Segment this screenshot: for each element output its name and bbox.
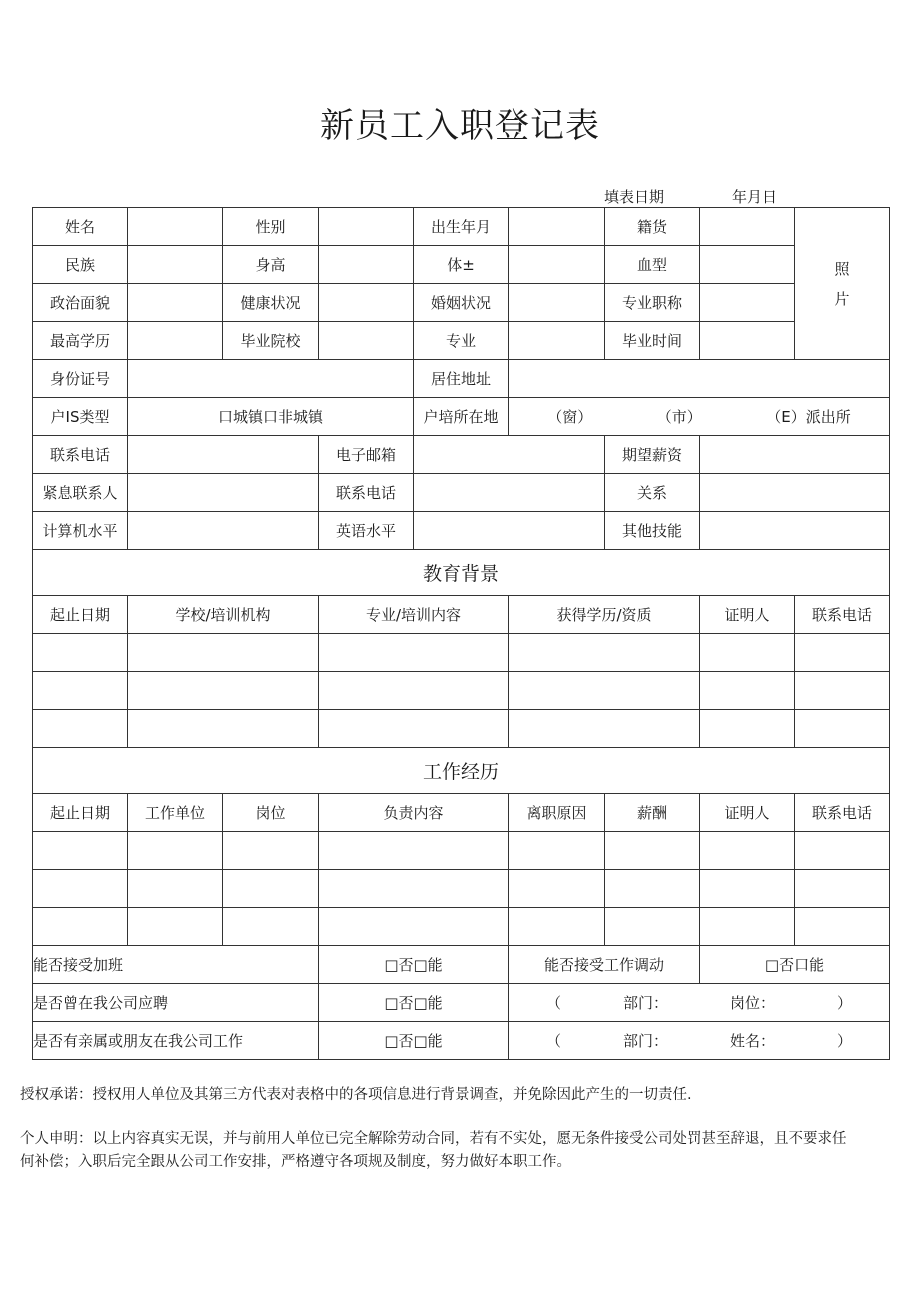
education-row [33,672,890,710]
marriage-input[interactable] [509,284,605,322]
work-header-row [33,794,890,832]
work-cell[interactable] [319,870,509,908]
weight-input[interactable] [509,246,605,284]
work-header-duties: 负责内容 [319,794,509,832]
other-skill-label: 其他技能 [605,512,700,550]
phone-label: 联系电话 [33,436,128,474]
row-skills [33,512,890,550]
work-header-referee: 证明人 [700,794,795,832]
politics-label: 政治面貌 [33,284,128,322]
ethnicity-input[interactable] [128,246,223,284]
address-label: 居住地址 [414,360,509,398]
relative-name-label: 姓名： [729,1032,775,1050]
work-header-reason: 离职原因 [509,794,605,832]
education-row [33,710,890,748]
work-cell[interactable] [319,832,509,870]
edu-cell[interactable] [700,710,795,748]
edu-cell[interactable] [795,672,890,710]
school-input[interactable] [319,322,414,360]
row-politics [33,284,890,322]
computer-input[interactable] [128,512,319,550]
education-section-title: 教育背景 [33,550,890,596]
work-cell[interactable] [509,908,605,946]
work-header-salary: 薪酬 [605,794,700,832]
hukou-city: （市） [656,408,702,426]
photo-box[interactable] [795,208,890,360]
hukou-type-label: 户IS类型 [33,398,128,436]
row-applied [33,984,890,1022]
applied-question: 是否曾在我公司应聘 [33,984,319,1022]
emergency-label: 紧息联系人 [33,474,128,512]
edu-cell[interactable] [128,634,319,672]
relative-options[interactable]: □否□能 [319,1022,509,1060]
photo-label-1: 照 [834,259,850,278]
work-cell[interactable] [700,870,795,908]
edu-cell[interactable] [33,672,128,710]
work-header-company: 工作单位 [128,794,223,832]
work-cell[interactable] [223,832,319,870]
id-label: 身份证号 [33,360,128,398]
health-input[interactable] [319,284,414,322]
edu-header-degree: 获得学历/资质 [509,596,700,634]
education-section-row [33,550,890,596]
relative-detail[interactable] [509,1022,890,1060]
work-cell[interactable] [605,908,700,946]
title-label: 专业职称 [605,284,700,322]
work-row [33,908,890,946]
edu-cell[interactable] [509,634,700,672]
salary-label: 期望薪资 [605,436,700,474]
health-label: 健康状况 [223,284,319,322]
grad-time-label: 毕业时间 [605,322,700,360]
edu-cell[interactable] [319,634,509,672]
hukou-place-label: 户培所在地 [414,398,509,436]
emergency-phone-input[interactable] [414,474,605,512]
row-contact [33,436,890,474]
education-label: 最高学历 [33,322,128,360]
work-cell[interactable] [223,908,319,946]
relative-open-paren: （ [545,1032,561,1050]
applied-dept-label: 部门： [622,994,668,1012]
work-cell[interactable] [128,832,223,870]
hukou-type-options[interactable]: 口城镇口非城镇 [128,398,414,436]
english-label: 英语水平 [319,512,414,550]
grad-time-input[interactable] [700,322,795,360]
work-cell[interactable] [700,908,795,946]
emergency-phone-label: 联系电话 [319,474,414,512]
photo-label-2: 片 [834,289,850,308]
row-overtime [33,946,890,984]
salary-input[interactable] [700,436,890,474]
declaration-line-1: 个人申明：以上内容真实无误，并与前用人单位已完全解除劳动合同，若有不实处，愿无条件接受公司处罚甚至辞退，且不要求任 [20,1131,847,1147]
edu-cell[interactable] [509,672,700,710]
work-header-post: 岗位 [223,794,319,832]
work-section-row [33,748,890,794]
title-input[interactable] [700,284,795,322]
work-cell[interactable] [128,870,223,908]
emergency-input[interactable] [128,474,319,512]
edu-cell[interactable] [319,672,509,710]
major-input[interactable] [509,322,605,360]
applied-post-label: 岗位： [729,994,775,1012]
edu-cell[interactable] [319,710,509,748]
relative-question: 是否有亲属或朋友在我公司工作 [33,1022,319,1060]
education-input[interactable] [128,322,223,360]
blood-label: 血型 [605,246,700,284]
work-cell[interactable] [605,832,700,870]
edu-header-major: 专业/培训内容 [319,596,509,634]
work-cell[interactable] [223,870,319,908]
other-skill-input[interactable] [700,512,890,550]
edu-cell[interactable] [33,710,128,748]
hukou-province: （窗） [547,408,593,426]
edu-header-phone: 联系电话 [795,596,890,634]
work-cell[interactable] [795,870,890,908]
fill-date-label: 填表日期 [604,188,665,206]
row-emergency [33,474,890,512]
height-label: 身高 [223,246,319,284]
fill-date-value[interactable]: 年月日 [732,188,778,206]
work-section-title: 工作经历 [33,748,890,794]
edu-header-dates: 起止日期 [33,596,128,634]
native-input[interactable] [700,208,795,246]
hukou-place-input[interactable] [509,398,890,436]
weight-label: 体± [414,246,509,284]
gender-label: 性别 [223,208,319,246]
work-cell[interactable] [33,908,128,946]
ethnicity-label: 民族 [33,246,128,284]
school-label: 毕业院校 [223,322,319,360]
applied-open-paren: （ [545,994,561,1012]
politics-input[interactable] [128,284,223,322]
work-cell[interactable] [128,908,223,946]
birth-input[interactable] [509,208,605,246]
relative-dept-label: 部门： [622,1032,668,1050]
edu-cell[interactable] [795,634,890,672]
applied-close-paren: ） [836,994,852,1012]
row-ethnicity [33,246,890,284]
education-row [33,634,890,672]
work-cell[interactable] [509,832,605,870]
edu-cell[interactable] [33,634,128,672]
authorization-note: 授权承诺：授权用人单位及其第三方代表对表格中的各项信息进行背景调查，并免除因此产生的一切责任. [20,1087,692,1103]
gender-input[interactable] [319,208,414,246]
name-label: 姓名 [33,208,128,246]
name-input[interactable] [128,208,223,246]
work-cell[interactable] [509,870,605,908]
form-title: 新员工入职登记表 [320,106,600,146]
overtime-question: 能否接受加班 [33,946,319,984]
relative-close-paren: ） [836,1032,852,1050]
edu-header-referee: 证明人 [700,596,795,634]
relation-label: 关系 [605,474,700,512]
address-input[interactable] [509,360,890,398]
computer-label: 计算机水平 [33,512,128,550]
email-input[interactable] [414,436,605,474]
marriage-label: 婚姻状况 [414,284,509,322]
work-cell[interactable] [795,832,890,870]
edu-header-school: 学校/培训机构 [128,596,319,634]
row-education [33,322,890,360]
work-cell[interactable] [605,870,700,908]
email-label: 电子邮箱 [319,436,414,474]
edu-cell[interactable] [509,710,700,748]
edu-cell[interactable] [700,634,795,672]
declaration-line-2: 何补偿；入职后完全跟从公司工作安排，严格遵守各项规及制度，努力做好本职工作。 [20,1154,571,1170]
applied-detail[interactable] [509,984,890,1022]
edu-cell[interactable] [795,710,890,748]
transfer-options[interactable]: □否口能 [700,946,890,984]
education-header-row [33,596,890,634]
relation-input[interactable] [700,474,890,512]
row-name [33,208,890,246]
applied-options[interactable]: □否□能 [319,984,509,1022]
id-input[interactable] [128,360,414,398]
work-row [33,870,890,908]
phone-input[interactable] [128,436,319,474]
work-cell[interactable] [33,832,128,870]
overtime-options[interactable]: □否□能 [319,946,509,984]
row-relative [33,1022,890,1060]
work-row [33,832,890,870]
birth-label: 出生年月 [414,208,509,246]
hukou-district: （E）派出所 [766,408,851,426]
edu-cell[interactable] [128,710,319,748]
major-label: 专业 [414,322,509,360]
work-header-phone: 联系电话 [795,794,890,832]
edu-cell[interactable] [128,672,319,710]
row-id [33,360,890,398]
height-input[interactable] [319,246,414,284]
work-header-dates: 起止日期 [33,794,128,832]
edu-cell[interactable] [700,672,795,710]
work-cell[interactable] [700,832,795,870]
transfer-question: 能否接受工作调动 [509,946,700,984]
row-hukou [33,398,890,436]
work-cell[interactable] [795,908,890,946]
blood-input[interactable] [700,246,795,284]
native-label: 籍货 [605,208,700,246]
work-cell[interactable] [319,908,509,946]
english-input[interactable] [414,512,605,550]
registration-table [32,207,890,1060]
work-cell[interactable] [33,870,128,908]
